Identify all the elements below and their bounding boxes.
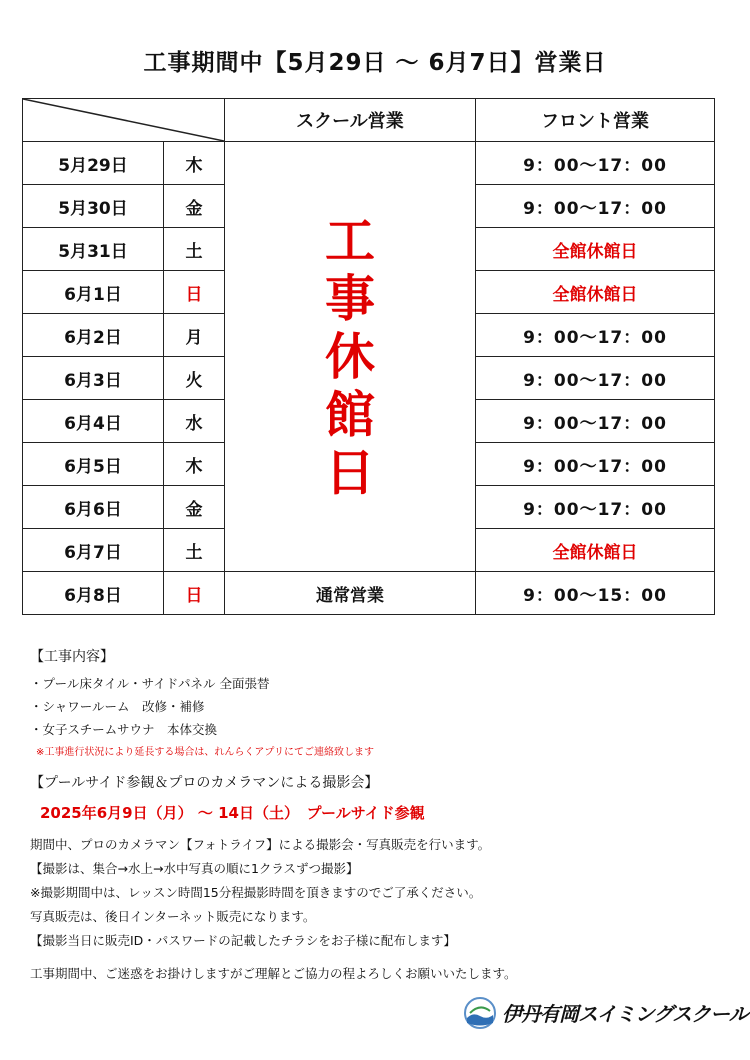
row-date: 5月30日 [23, 185, 164, 228]
row-front-hours: 9：00～17：00 [476, 400, 715, 443]
page-title: 工事期間中【5月29日 ～ 6月7日】営業日 [143, 50, 607, 76]
row-date: 6月7日 [23, 529, 164, 572]
construction-note: ※工事進行状況により延長する場合は、れんらくアプリにてご連絡致します [36, 747, 374, 758]
row-day: 水 [164, 400, 225, 443]
table-row-last [23, 572, 715, 615]
row-date: 5月31日 [23, 228, 164, 271]
header-school: スクール営業 [225, 99, 476, 142]
row-front-hours: 9：00～17：00 [476, 443, 715, 486]
diagonal-line [23, 99, 224, 141]
construction-item: ・プール床タイル・サイドパネル 全面張替 [30, 676, 270, 691]
row-front-hours: 9：00～15：00 [476, 572, 715, 615]
row-day: 火 [164, 357, 225, 400]
event-section [30, 772, 490, 953]
row-day: 木 [164, 142, 225, 185]
row-date: 5月29日 [23, 142, 164, 185]
row-front-hours: 9：00～17：00 [476, 185, 715, 228]
row-front-closed: 全館休館日 [476, 271, 715, 314]
construction-section [30, 646, 374, 758]
construction-heading: 【工事内容】 [30, 649, 114, 665]
school-closed-char: 事 [325, 269, 375, 328]
row-day: 月 [164, 314, 225, 357]
school-closed-cell [225, 142, 476, 572]
row-day-sunday: 日 [164, 572, 225, 615]
row-day: 土 [164, 529, 225, 572]
event-line: ※撮影期間中は、レッスン時間15分程撮影時間を頂きますのでご了承ください。 [30, 885, 482, 900]
event-line: 写真販売は、後日インターネット販売になります。 [30, 909, 316, 924]
row-date: 6月2日 [23, 314, 164, 357]
event-dates: 2025年6月9日（月） ～ 14日（土） プールサイド参観 [40, 804, 425, 822]
event-heading: 【プールサイド参観＆プロのカメラマンによる撮影会】 [30, 775, 379, 791]
row-date: 6月8日 [23, 572, 164, 615]
row-front-hours: 9：00～17：00 [476, 486, 715, 529]
row-front-closed: 全館休館日 [476, 529, 715, 572]
row-day: 土 [164, 228, 225, 271]
table-row [23, 142, 715, 185]
row-front-hours: 9：00～17：00 [476, 142, 715, 185]
brand-logo [460, 996, 748, 1030]
logo-text: 伊丹有岡スイミングスクール [502, 1002, 748, 1026]
row-day: 木 [164, 443, 225, 486]
school-closed-char: 館 [325, 385, 375, 444]
row-day: 金 [164, 185, 225, 228]
row-date: 6月3日 [23, 357, 164, 400]
header-front: フロント営業 [476, 99, 715, 142]
row-date: 6月5日 [23, 443, 164, 486]
row-day: 金 [164, 486, 225, 529]
header-diagonal-cell [23, 99, 225, 142]
row-date: 6月1日 [23, 271, 164, 314]
event-line: 【撮影当日に販売ID・パスワードの記載したチラシをお子様に配布します】 [30, 933, 456, 948]
table-header-row [23, 99, 715, 142]
school-closed-char: 休 [325, 327, 375, 386]
row-front-hours: 9：00～17：00 [476, 314, 715, 357]
row-day-sunday: 日 [164, 271, 225, 314]
event-line: 【撮影は、集合→水上→水中写真の順に1クラスずつ撮影】 [30, 861, 359, 876]
row-date: 6月6日 [23, 486, 164, 529]
swimming-school-logo-icon [460, 996, 500, 1030]
construction-item: ・女子スチームサウナ 本体交換 [30, 722, 218, 737]
row-front-closed: 全館休館日 [476, 228, 715, 271]
school-closed-char: 日 [325, 443, 375, 502]
row-front-hours: 9：00～17：00 [476, 357, 715, 400]
schedule-table [22, 98, 715, 615]
school-closed-char: 工 [325, 211, 375, 270]
row-school-normal: 通常営業 [225, 572, 476, 615]
row-date: 6月4日 [23, 400, 164, 443]
construction-item: ・シャワールーム 改修・補修 [30, 699, 205, 714]
event-line: 期間中、プロのカメラマン【フォトライフ】による撮影会・写真販売を行います。 [30, 837, 491, 852]
closing-message: 工事期間中、ご迷惑をお掛けしますがご理解とご協力の程よろしくお願いいたします。 [30, 966, 517, 981]
